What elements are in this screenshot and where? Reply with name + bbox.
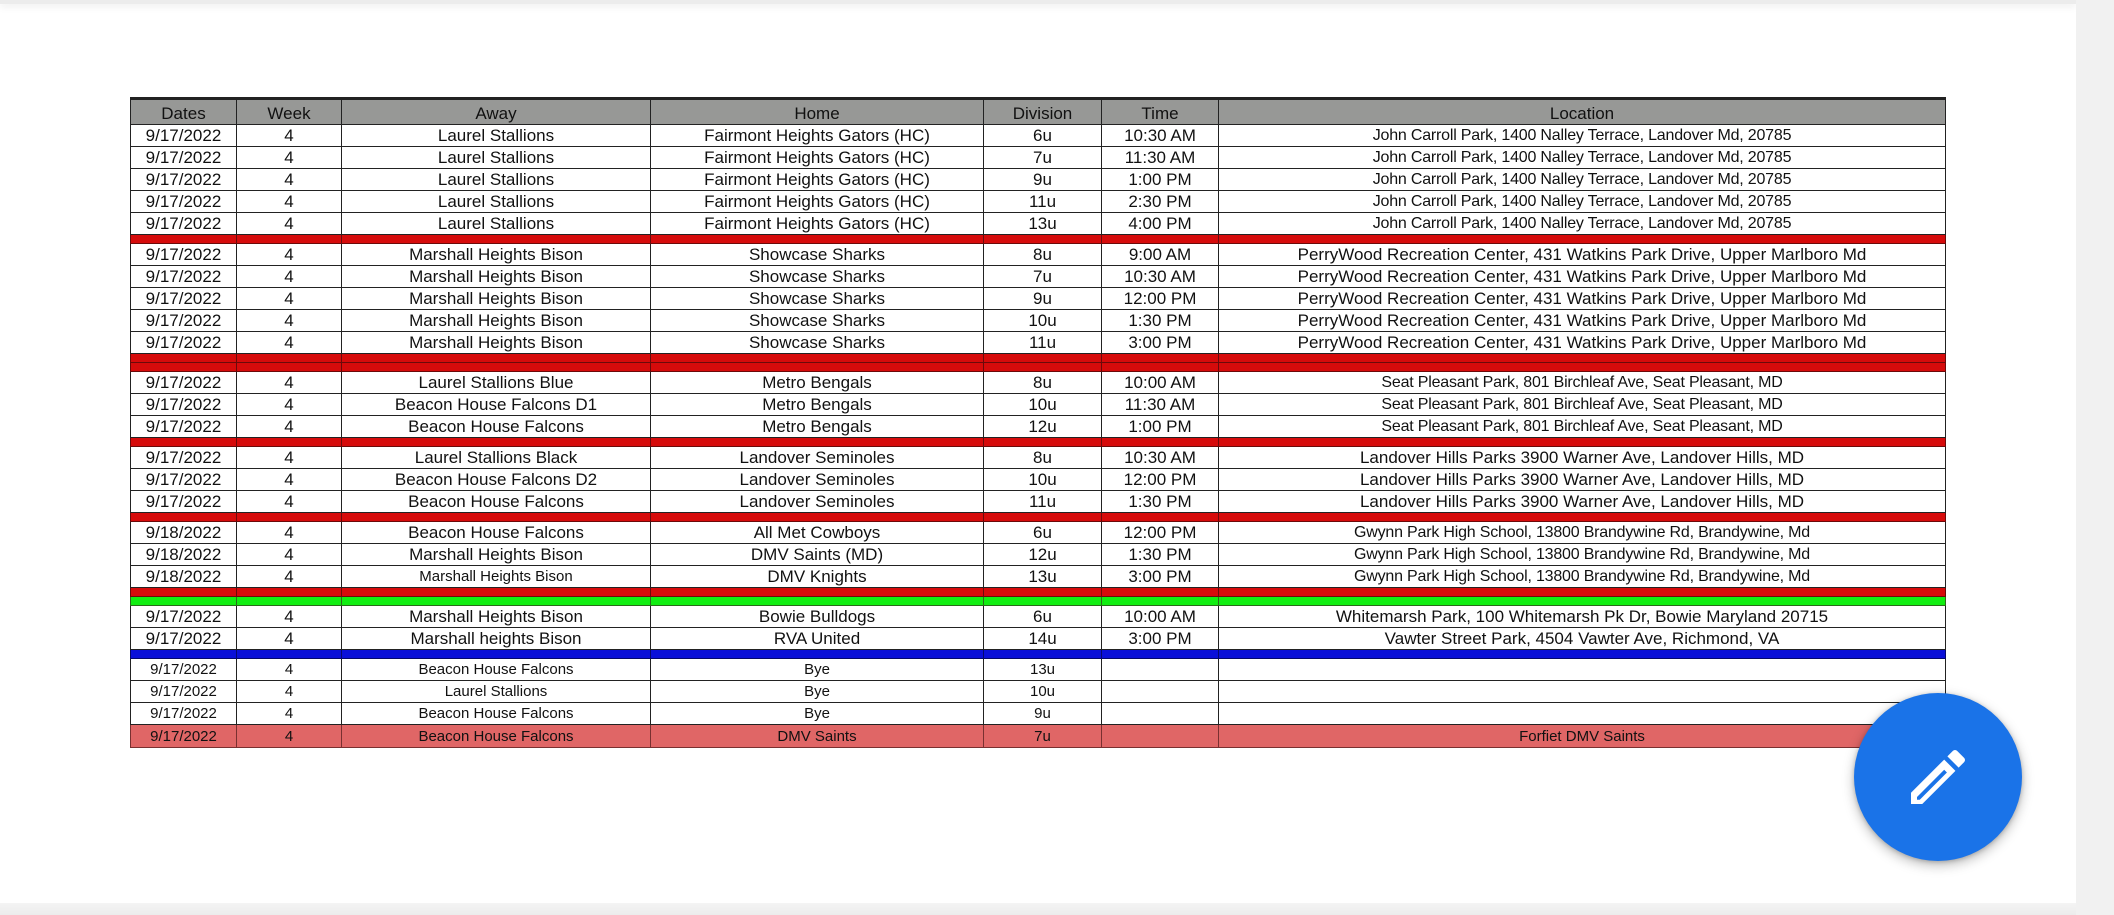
cell-date[interactable]: 9/17/2022 bbox=[131, 416, 237, 438]
separator-cell[interactable] bbox=[237, 363, 342, 372]
table-row bbox=[131, 332, 1946, 354]
cell-location[interactable]: Seat Pleasant Park, 801 Birchleaf Ave, Seat Pleasant, MD bbox=[1219, 394, 1946, 416]
separator-row-blue bbox=[131, 650, 1946, 659]
cell-home-team[interactable]: Landover Seminoles bbox=[651, 447, 984, 469]
table-row bbox=[131, 169, 1946, 191]
separator-cell[interactable] bbox=[984, 354, 1102, 363]
cell-away-team[interactable]: Beacon House Falcons D1 bbox=[342, 394, 651, 416]
separator-cell[interactable] bbox=[237, 438, 342, 447]
cell-location[interactable]: PerryWood Recreation Center, 431 Watkins Park Drive, Upper Marlboro Md bbox=[1219, 332, 1946, 354]
separator-cell[interactable] bbox=[131, 513, 237, 522]
cell-location[interactable]: PerryWood Recreation Center, 431 Watkins Park Drive, Upper Marlboro Md bbox=[1219, 266, 1946, 288]
table-row bbox=[131, 416, 1946, 438]
cell-location[interactable]: John Carroll Park, 1400 Nalley Terrace, Landover Md, 20785 bbox=[1219, 213, 1946, 235]
cell-division[interactable]: 14u bbox=[984, 628, 1102, 650]
separator-cell[interactable] bbox=[1102, 235, 1219, 244]
cell-location[interactable]: Landover Hills Parks 3900 Warner Ave, Landover Hills, MD bbox=[1219, 469, 1946, 491]
cell-home-team[interactable]: Bye bbox=[651, 681, 984, 703]
cell-home-team[interactable]: DMV Knights bbox=[651, 566, 984, 588]
cell-date[interactable]: 9/17/2022 bbox=[131, 213, 237, 235]
separator-cell[interactable] bbox=[131, 354, 237, 363]
table-row bbox=[131, 681, 1946, 703]
cell-home-team[interactable]: Showcase Sharks bbox=[651, 266, 984, 288]
separator-cell[interactable] bbox=[651, 438, 984, 447]
cell-date[interactable]: 9/17/2022 bbox=[131, 394, 237, 416]
cell-date[interactable]: 9/17/2022 bbox=[131, 125, 237, 147]
bottom-edge bbox=[0, 903, 2076, 915]
table-row bbox=[131, 703, 1946, 725]
cell-date[interactable]: 9/17/2022 bbox=[131, 372, 237, 394]
cell-away-team[interactable]: Beacon House Falcons bbox=[342, 725, 651, 748]
separator-cell[interactable] bbox=[984, 438, 1102, 447]
cell-location[interactable]: Seat Pleasant Park, 801 Birchleaf Ave, Seat Pleasant, MD bbox=[1219, 372, 1946, 394]
cell-division[interactable]: 7u bbox=[984, 725, 1102, 748]
cell-away-team[interactable]: Marshall Heights Bison bbox=[342, 310, 651, 332]
header-home: Home bbox=[651, 99, 984, 125]
cell-away-team[interactable]: Marshall Heights Bison bbox=[342, 244, 651, 266]
table-row bbox=[131, 147, 1946, 169]
cell-location[interactable]: PerryWood Recreation Center, 431 Watkins Park Drive, Upper Marlboro Md bbox=[1219, 288, 1946, 310]
cell-week[interactable]: 4 bbox=[237, 606, 342, 628]
cell-week[interactable]: 4 bbox=[237, 147, 342, 169]
cell-date[interactable]: 9/17/2022 bbox=[131, 191, 237, 213]
separator-cell[interactable] bbox=[984, 597, 1102, 606]
cell-location[interactable]: PerryWood Recreation Center, 431 Watkins Park Drive, Upper Marlboro Md bbox=[1219, 310, 1946, 332]
cell-week[interactable]: 4 bbox=[237, 372, 342, 394]
cell-home-team[interactable]: Fairmont Heights Gators (HC) bbox=[651, 213, 984, 235]
cell-away-team[interactable]: Beacon House Falcons bbox=[342, 416, 651, 438]
separator-cell[interactable] bbox=[984, 235, 1102, 244]
cell-division[interactable]: 7u bbox=[984, 266, 1102, 288]
cell-time[interactable]: 1:00 PM bbox=[1102, 169, 1219, 191]
separator-cell[interactable] bbox=[131, 235, 237, 244]
cell-time[interactable]: 10:30 AM bbox=[1102, 447, 1219, 469]
cell-week[interactable]: 4 bbox=[237, 522, 342, 544]
cell-home-team[interactable]: Showcase Sharks bbox=[651, 288, 984, 310]
cell-division[interactable]: 9u bbox=[984, 703, 1102, 725]
cell-location[interactable]: Landover Hills Parks 3900 Warner Ave, Landover Hills, MD bbox=[1219, 491, 1946, 513]
cell-time[interactable]: 1:30 PM bbox=[1102, 491, 1219, 513]
separator-cell[interactable] bbox=[342, 650, 651, 659]
separator-cell[interactable] bbox=[651, 588, 984, 597]
cell-week[interactable]: 4 bbox=[237, 725, 342, 748]
cell-division[interactable]: 9u bbox=[984, 288, 1102, 310]
cell-division[interactable]: 11u bbox=[984, 491, 1102, 513]
separator-cell[interactable] bbox=[237, 513, 342, 522]
cell-division[interactable]: 11u bbox=[984, 191, 1102, 213]
right-scroll-gutter bbox=[2076, 0, 2114, 915]
table-row bbox=[131, 606, 1946, 628]
separator-cell[interactable] bbox=[1219, 588, 1946, 597]
schedule-table bbox=[130, 97, 1946, 748]
separator-cell[interactable] bbox=[342, 513, 651, 522]
separator-cell[interactable] bbox=[1219, 513, 1946, 522]
cell-home-team[interactable]: Showcase Sharks bbox=[651, 244, 984, 266]
separator-cell[interactable] bbox=[984, 513, 1102, 522]
separator-cell[interactable] bbox=[1102, 363, 1219, 372]
separator-cell[interactable] bbox=[342, 354, 651, 363]
separator-row-red bbox=[131, 588, 1946, 597]
cell-time[interactable] bbox=[1102, 681, 1219, 703]
cell-division[interactable]: 6u bbox=[984, 125, 1102, 147]
cell-division[interactable]: 13u bbox=[984, 566, 1102, 588]
cell-division[interactable]: 8u bbox=[984, 244, 1102, 266]
cell-away-team[interactable]: Laurel Stallions bbox=[342, 213, 651, 235]
separator-row-red bbox=[131, 235, 1946, 244]
cell-location[interactable]: John Carroll Park, 1400 Nalley Terrace, Landover Md, 20785 bbox=[1219, 191, 1946, 213]
table-row bbox=[131, 628, 1946, 650]
cell-week[interactable]: 4 bbox=[237, 266, 342, 288]
cell-time[interactable]: 3:00 PM bbox=[1102, 628, 1219, 650]
cell-away-team[interactable]: Marshall Heights Bison bbox=[342, 566, 651, 588]
cell-home-team[interactable]: Showcase Sharks bbox=[651, 332, 984, 354]
table-row bbox=[131, 566, 1946, 588]
cell-division[interactable]: 8u bbox=[984, 447, 1102, 469]
cell-division[interactable]: 12u bbox=[984, 544, 1102, 566]
cell-division[interactable]: 10u bbox=[984, 681, 1102, 703]
table-row bbox=[131, 288, 1946, 310]
separator-row-red bbox=[131, 438, 1946, 447]
cell-date[interactable]: 9/17/2022 bbox=[131, 681, 237, 703]
separator-cell[interactable] bbox=[237, 354, 342, 363]
cell-home-team[interactable]: Landover Seminoles bbox=[651, 469, 984, 491]
cell-date[interactable]: 9/18/2022 bbox=[131, 544, 237, 566]
cell-time[interactable]: 12:00 PM bbox=[1102, 469, 1219, 491]
separator-cell[interactable] bbox=[1219, 235, 1946, 244]
cell-week[interactable]: 4 bbox=[237, 469, 342, 491]
cell-division[interactable]: 8u bbox=[984, 372, 1102, 394]
cell-home-team[interactable]: Showcase Sharks bbox=[651, 310, 984, 332]
cell-time[interactable]: 11:30 AM bbox=[1102, 147, 1219, 169]
cell-week[interactable]: 4 bbox=[237, 544, 342, 566]
table-row bbox=[131, 544, 1946, 566]
cell-division[interactable]: 9u bbox=[984, 169, 1102, 191]
cell-location[interactable]: Vawter Street Park, 4504 Vawter Ave, Richmond, VA bbox=[1219, 628, 1946, 650]
cell-time[interactable]: 10:30 AM bbox=[1102, 266, 1219, 288]
cell-home-team[interactable]: Fairmont Heights Gators (HC) bbox=[651, 191, 984, 213]
cell-location[interactable]: PerryWood Recreation Center, 431 Watkins Park Drive, Upper Marlboro Md bbox=[1219, 244, 1946, 266]
cell-away-team[interactable]: Beacon House Falcons bbox=[342, 659, 651, 681]
cell-away-team[interactable]: Laurel Stallions bbox=[342, 681, 651, 703]
cell-location[interactable]: Gwynn Park High School, 13800 Brandywine Rd, Brandywine, Md bbox=[1219, 544, 1946, 566]
cell-division[interactable]: 10u bbox=[984, 310, 1102, 332]
separator-row-red bbox=[131, 363, 1946, 372]
cell-away-team[interactable]: Laurel Stallions Black bbox=[342, 447, 651, 469]
cell-location[interactable]: Seat Pleasant Park, 801 Birchleaf Ave, Seat Pleasant, MD bbox=[1219, 416, 1946, 438]
separator-cell[interactable] bbox=[1219, 650, 1946, 659]
cell-division[interactable]: 10u bbox=[984, 469, 1102, 491]
cell-division[interactable]: 12u bbox=[984, 416, 1102, 438]
separator-cell[interactable] bbox=[1102, 438, 1219, 447]
separator-cell[interactable] bbox=[1102, 650, 1219, 659]
separator-cell[interactable] bbox=[1102, 354, 1219, 363]
table-row bbox=[131, 266, 1946, 288]
cell-date[interactable]: 9/17/2022 bbox=[131, 447, 237, 469]
pencil-icon bbox=[1902, 741, 1974, 813]
separator-cell[interactable] bbox=[1102, 588, 1219, 597]
cell-location[interactable]: John Carroll Park, 1400 Nalley Terrace, Landover Md, 20785 bbox=[1219, 147, 1946, 169]
cell-date[interactable]: 9/17/2022 bbox=[131, 288, 237, 310]
cell-week[interactable]: 4 bbox=[237, 244, 342, 266]
header-away: Away bbox=[342, 99, 651, 125]
header-row bbox=[131, 99, 1946, 125]
cell-time[interactable] bbox=[1102, 725, 1219, 748]
cell-away-team[interactable]: Laurel Stallions bbox=[342, 191, 651, 213]
table-row bbox=[131, 310, 1946, 332]
cell-date[interactable]: 9/17/2022 bbox=[131, 606, 237, 628]
table-row bbox=[131, 491, 1946, 513]
cell-location[interactable] bbox=[1219, 703, 1946, 725]
cell-time[interactable]: 2:30 PM bbox=[1102, 191, 1219, 213]
separator-cell[interactable] bbox=[131, 650, 237, 659]
cell-away-team[interactable]: Laurel Stallions bbox=[342, 169, 651, 191]
cell-location[interactable]: Forfiet DMV Saints bbox=[1219, 725, 1946, 748]
cell-division[interactable]: 6u bbox=[984, 606, 1102, 628]
cell-date[interactable]: 9/17/2022 bbox=[131, 266, 237, 288]
separator-cell[interactable] bbox=[237, 597, 342, 606]
cell-time[interactable]: 12:00 PM bbox=[1102, 288, 1219, 310]
cell-location[interactable]: Gwynn Park High School, 13800 Brandywine Rd, Brandywine, Md bbox=[1219, 566, 1946, 588]
cell-week[interactable]: 4 bbox=[237, 125, 342, 147]
table-row bbox=[131, 191, 1946, 213]
cell-week[interactable]: 4 bbox=[237, 681, 342, 703]
cell-time[interactable]: 1:00 PM bbox=[1102, 416, 1219, 438]
cell-home-team[interactable]: All Met Cowboys bbox=[651, 522, 984, 544]
separator-row-red bbox=[131, 354, 1946, 363]
table-row bbox=[131, 244, 1946, 266]
separator-cell[interactable] bbox=[131, 363, 237, 372]
cell-week[interactable]: 4 bbox=[237, 191, 342, 213]
separator-cell[interactable] bbox=[1102, 597, 1219, 606]
separator-cell[interactable] bbox=[651, 354, 984, 363]
cell-date[interactable]: 9/18/2022 bbox=[131, 522, 237, 544]
header-time: Time bbox=[1102, 99, 1219, 125]
cell-date[interactable]: 9/17/2022 bbox=[131, 491, 237, 513]
cell-date[interactable]: 9/17/2022 bbox=[131, 147, 237, 169]
cell-home-team[interactable]: Fairmont Heights Gators (HC) bbox=[651, 125, 984, 147]
cell-away-team[interactable]: Marshall Heights Bison bbox=[342, 606, 651, 628]
cell-division[interactable]: 13u bbox=[984, 213, 1102, 235]
cell-week[interactable]: 4 bbox=[237, 416, 342, 438]
separator-row-red bbox=[131, 513, 1946, 522]
cell-division[interactable]: 10u bbox=[984, 394, 1102, 416]
separator-cell[interactable] bbox=[1102, 513, 1219, 522]
cell-away-team[interactable]: Marshall Heights Bison bbox=[342, 332, 651, 354]
separator-cell[interactable] bbox=[651, 650, 984, 659]
cell-time[interactable] bbox=[1102, 659, 1219, 681]
table-row bbox=[131, 447, 1946, 469]
cell-time[interactable]: 4:00 PM bbox=[1102, 213, 1219, 235]
header-dates: Dates bbox=[131, 99, 237, 125]
separator-cell[interactable] bbox=[342, 588, 651, 597]
separator-cell[interactable] bbox=[651, 235, 984, 244]
table-row bbox=[131, 522, 1946, 544]
header-week: Week bbox=[237, 99, 342, 125]
separator-cell[interactable] bbox=[131, 438, 237, 447]
cell-time[interactable]: 1:30 PM bbox=[1102, 310, 1219, 332]
cell-date[interactable]: 9/17/2022 bbox=[131, 659, 237, 681]
cell-time[interactable]: 9:00 AM bbox=[1102, 244, 1219, 266]
cell-division[interactable]: 13u bbox=[984, 659, 1102, 681]
separator-row-green bbox=[131, 597, 1946, 606]
cell-week[interactable]: 4 bbox=[237, 491, 342, 513]
cell-time[interactable]: 10:00 AM bbox=[1102, 606, 1219, 628]
cell-division[interactable]: 7u bbox=[984, 147, 1102, 169]
cell-date[interactable]: 9/17/2022 bbox=[131, 169, 237, 191]
cell-away-team[interactable]: Laurel Stallions bbox=[342, 125, 651, 147]
cell-time[interactable]: 10:30 AM bbox=[1102, 125, 1219, 147]
cell-away-team[interactable]: Beacon House Falcons D2 bbox=[342, 469, 651, 491]
cell-home-team[interactable]: Fairmont Heights Gators (HC) bbox=[651, 147, 984, 169]
cell-away-team[interactable]: Beacon House Falcons bbox=[342, 522, 651, 544]
cell-division[interactable]: 11u bbox=[984, 332, 1102, 354]
cell-location[interactable]: John Carroll Park, 1400 Nalley Terrace, Landover Md, 20785 bbox=[1219, 169, 1946, 191]
cell-week[interactable]: 4 bbox=[237, 659, 342, 681]
cell-location[interactable]: Gwynn Park High School, 13800 Brandywine Rd, Brandywine, Md bbox=[1219, 522, 1946, 544]
separator-cell[interactable] bbox=[237, 235, 342, 244]
cell-home-team[interactable]: Metro Bengals bbox=[651, 372, 984, 394]
cell-away-team[interactable]: Beacon House Falcons bbox=[342, 703, 651, 725]
separator-cell[interactable] bbox=[131, 588, 237, 597]
cell-time[interactable]: 11:30 AM bbox=[1102, 394, 1219, 416]
separator-cell[interactable] bbox=[237, 588, 342, 597]
cell-date[interactable]: 9/17/2022 bbox=[131, 310, 237, 332]
cell-location[interactable]: Landover Hills Parks 3900 Warner Ave, Landover Hills, MD bbox=[1219, 447, 1946, 469]
cell-time[interactable]: 1:30 PM bbox=[1102, 544, 1219, 566]
separator-cell[interactable] bbox=[984, 363, 1102, 372]
cell-date[interactable]: 9/17/2022 bbox=[131, 703, 237, 725]
separator-cell[interactable] bbox=[1219, 354, 1946, 363]
cell-away-team[interactable]: Marshall Heights Bison bbox=[342, 288, 651, 310]
separator-cell[interactable] bbox=[131, 597, 237, 606]
cell-location[interactable]: John Carroll Park, 1400 Nalley Terrace, Landover Md, 20785 bbox=[1219, 125, 1946, 147]
separator-cell[interactable] bbox=[651, 363, 984, 372]
cell-week[interactable]: 4 bbox=[237, 213, 342, 235]
separator-cell[interactable] bbox=[342, 235, 651, 244]
cell-division[interactable]: 6u bbox=[984, 522, 1102, 544]
schedule-spreadsheet bbox=[130, 97, 1945, 748]
cell-home-team[interactable]: Metro Bengals bbox=[651, 394, 984, 416]
table-row bbox=[131, 372, 1946, 394]
forfeit-row bbox=[131, 725, 1946, 748]
cell-week[interactable]: 4 bbox=[237, 628, 342, 650]
cell-away-team[interactable]: Marshall heights Bison bbox=[342, 628, 651, 650]
separator-cell[interactable] bbox=[237, 650, 342, 659]
cell-week[interactable]: 4 bbox=[237, 310, 342, 332]
cell-away-team[interactable]: Laurel Stallions bbox=[342, 147, 651, 169]
cell-week[interactable]: 4 bbox=[237, 394, 342, 416]
cell-location[interactable]: Whitemarsh Park, 100 Whitemarsh Pk Dr, Bowie Maryland 20715 bbox=[1219, 606, 1946, 628]
cell-week[interactable]: 4 bbox=[237, 288, 342, 310]
cell-week[interactable]: 4 bbox=[237, 703, 342, 725]
header-division: Division bbox=[984, 99, 1102, 125]
cell-home-team[interactable]: DMV Saints (MD) bbox=[651, 544, 984, 566]
separator-cell[interactable] bbox=[1219, 363, 1946, 372]
table-row bbox=[131, 213, 1946, 235]
cell-home-team[interactable]: Metro Bengals bbox=[651, 416, 984, 438]
cell-home-team[interactable]: Landover Seminoles bbox=[651, 491, 984, 513]
cell-date[interactable]: 9/17/2022 bbox=[131, 244, 237, 266]
cell-time[interactable]: 12:00 PM bbox=[1102, 522, 1219, 544]
cell-week[interactable]: 4 bbox=[237, 169, 342, 191]
separator-cell[interactable] bbox=[651, 513, 984, 522]
top-toolbar-edge bbox=[0, 0, 2076, 4]
cell-week[interactable]: 4 bbox=[237, 447, 342, 469]
cell-away-team[interactable]: Marshall Heights Bison bbox=[342, 544, 651, 566]
cell-away-team[interactable]: Beacon House Falcons bbox=[342, 491, 651, 513]
cell-home-team[interactable]: Bye bbox=[651, 703, 984, 725]
cell-date[interactable]: 9/17/2022 bbox=[131, 469, 237, 491]
cell-away-team[interactable]: Laurel Stallions Blue bbox=[342, 372, 651, 394]
cell-home-team[interactable]: Bye bbox=[651, 659, 984, 681]
cell-date[interactable]: 9/17/2022 bbox=[131, 332, 237, 354]
cell-location[interactable] bbox=[1219, 681, 1946, 703]
cell-away-team[interactable]: Marshall Heights Bison bbox=[342, 266, 651, 288]
separator-cell[interactable] bbox=[1219, 597, 1946, 606]
header-location: Location bbox=[1219, 99, 1946, 125]
separator-cell[interactable] bbox=[984, 650, 1102, 659]
cell-home-team[interactable]: Bowie Bulldogs bbox=[651, 606, 984, 628]
table-row bbox=[131, 394, 1946, 416]
cell-date[interactable]: 9/17/2022 bbox=[131, 628, 237, 650]
separator-cell[interactable] bbox=[342, 438, 651, 447]
cell-location[interactable] bbox=[1219, 659, 1946, 681]
cell-time[interactable] bbox=[1102, 703, 1219, 725]
separator-cell[interactable] bbox=[1219, 438, 1946, 447]
cell-time[interactable]: 10:00 AM bbox=[1102, 372, 1219, 394]
separator-cell[interactable] bbox=[342, 363, 651, 372]
cell-home-team[interactable]: RVA United bbox=[651, 628, 984, 650]
separator-cell[interactable] bbox=[651, 597, 984, 606]
cell-home-team[interactable]: Fairmont Heights Gators (HC) bbox=[651, 169, 984, 191]
cell-time[interactable]: 3:00 PM bbox=[1102, 332, 1219, 354]
cell-time[interactable]: 3:00 PM bbox=[1102, 566, 1219, 588]
table-row bbox=[131, 125, 1946, 147]
table-row bbox=[131, 659, 1946, 681]
cell-date[interactable]: 9/17/2022 bbox=[131, 725, 237, 748]
cell-week[interactable]: 4 bbox=[237, 566, 342, 588]
separator-cell[interactable] bbox=[342, 597, 651, 606]
cell-home-team[interactable]: DMV Saints bbox=[651, 725, 984, 748]
edit-fab-button[interactable] bbox=[1854, 693, 2022, 861]
cell-week[interactable]: 4 bbox=[237, 332, 342, 354]
table-row bbox=[131, 469, 1946, 491]
separator-cell[interactable] bbox=[984, 588, 1102, 597]
cell-date[interactable]: 9/18/2022 bbox=[131, 566, 237, 588]
schedule-body bbox=[131, 125, 1946, 748]
